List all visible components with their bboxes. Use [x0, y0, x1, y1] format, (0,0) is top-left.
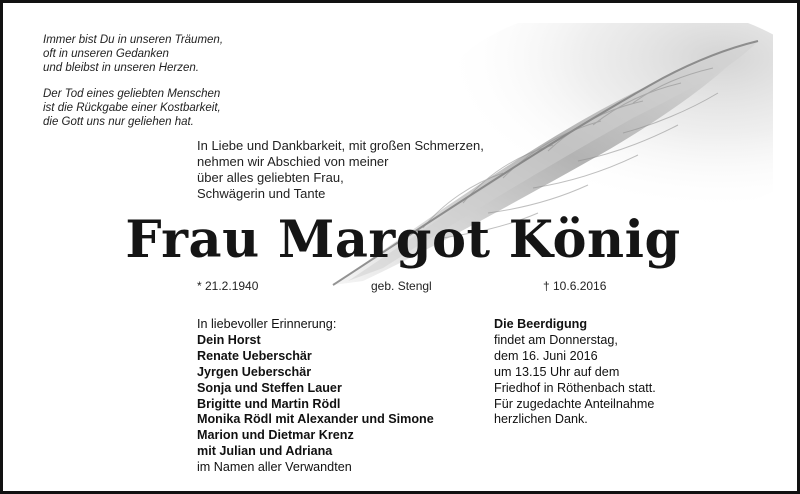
mourners-closing: im Namen aller Verwandten — [197, 460, 352, 475]
funeral-info — [494, 317, 656, 428]
intro-line-1: In Liebe und Dankbarkeit, mit großen Schmerzen, — [197, 138, 484, 153]
funeral-line: Für zugedachte Anteilnahme — [494, 396, 655, 411]
funeral-heading: Die Beerdigung — [494, 317, 588, 331]
quote-2-line-3: die Gott uns nur geliehen hat. — [43, 116, 194, 129]
mourner-name: Renate Ueberschär — [197, 348, 312, 363]
funeral-line: um 13.15 Uhr auf dem — [494, 364, 620, 379]
funeral-line: Friedhof in Röthenbach statt. — [494, 380, 656, 395]
quote-2 — [43, 87, 221, 130]
quote-2-line-1: Der Tod eines geliebten Menschen — [43, 88, 221, 100]
funeral-line: dem 16. Juni 2016 — [494, 348, 598, 363]
mourner-name: Dein Horst — [197, 332, 261, 347]
intro-line-4: Schwägerin und Tante — [197, 186, 326, 201]
intro-line-2: nehmen wir Abschied von meiner — [197, 154, 389, 169]
funeral-line: findet am Donnerstag, — [494, 332, 618, 347]
birth-date: * 21.2.1940 — [197, 279, 259, 293]
quote-1-line-2: oft in unseren Gedanken — [43, 48, 169, 61]
quote-1-line-3: und bleibst in unseren Herzen. — [43, 62, 199, 75]
quote-1 — [43, 33, 223, 76]
intro-line-3: über alles geliebten Frau, — [197, 170, 344, 185]
mourners-list — [197, 317, 434, 476]
funeral-line: herzlichen Dank. — [494, 412, 588, 427]
maiden-name: geb. Stengl — [371, 279, 432, 293]
mourner-name: Brigitte und Martin Rödl — [197, 396, 341, 411]
deceased-name: Frau Margot König — [125, 210, 681, 270]
mourner-name: Jyrgen Ueberschär — [197, 364, 312, 379]
mourner-name: mit Julian und Adriana — [197, 444, 333, 459]
death-date: † 10.6.2016 — [543, 279, 607, 293]
quote-2-line-2: ist die Rückgabe einer Kostbarkeit, — [43, 102, 221, 115]
intro-text — [197, 138, 484, 202]
mourner-name: Sonja und Steffen Lauer — [197, 380, 342, 395]
mourners-lead: In liebevoller Erinnerung: — [197, 317, 337, 331]
quote-1-line-1: Immer bist Du in unseren Träumen, — [43, 34, 224, 46]
mourner-name: Monika Rödl mit Alexander und Simone — [197, 412, 434, 427]
mourner-name: Marion und Dietmar Krenz — [197, 428, 354, 443]
